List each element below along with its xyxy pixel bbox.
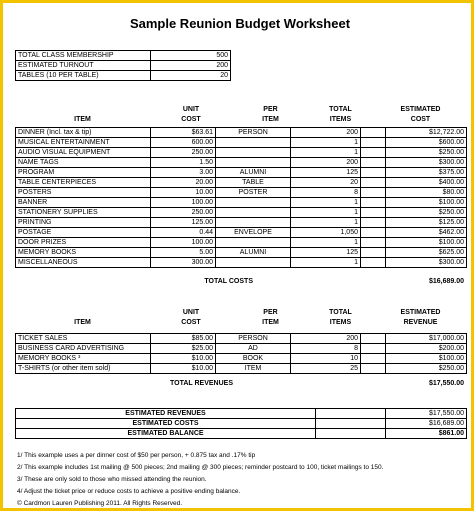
header-unit: UNIT — [182, 106, 200, 113]
cell-spacer — [361, 138, 386, 148]
cell-cost: $250.00 — [386, 208, 467, 218]
summary-spacer — [316, 429, 386, 439]
summary-spacer — [316, 409, 386, 419]
header-per: PER — [263, 106, 278, 113]
cell-per: BOOK — [216, 354, 291, 364]
cell-spacer — [361, 258, 386, 268]
cell-unit: 125.00 — [151, 218, 216, 228]
cell-per — [216, 208, 291, 218]
total-revenues-value: $17,550.00 — [428, 380, 464, 387]
expenses-table — [15, 127, 467, 268]
cell-spacer — [361, 148, 386, 158]
cell-spacer — [361, 218, 386, 228]
cell-items: 125 — [291, 248, 361, 258]
cell-item: TICKET SALES — [16, 334, 151, 344]
table-row — [16, 218, 467, 228]
cell-item: T-SHIRTS (or other item sold) — [16, 364, 151, 374]
table-row — [16, 61, 231, 71]
table-row — [16, 248, 467, 258]
table-row — [16, 188, 467, 198]
cell-spacer — [361, 344, 386, 354]
cell-spacer — [361, 158, 386, 168]
cell-cost: $600.00 — [386, 138, 467, 148]
cell-items: 20 — [291, 178, 361, 188]
table-row — [16, 364, 467, 374]
cell-per — [216, 148, 291, 158]
cell-per — [216, 258, 291, 268]
cell-cost: $12,722.00 — [386, 128, 467, 138]
cell-item: STATIONERY SUPPLIES — [16, 208, 151, 218]
cell-items: 1 — [291, 258, 361, 268]
cell-per: PERSON — [216, 334, 291, 344]
table-row — [16, 178, 467, 188]
cell-unit: 0.44 — [151, 228, 216, 238]
table-row — [16, 238, 467, 248]
rev-header-revenue: REVENUE — [403, 319, 438, 326]
table-row — [16, 228, 467, 238]
summary-value: $17,550.00 — [386, 409, 467, 419]
cell-item: MUSICAL ENTERTAINMENT — [16, 138, 151, 148]
cell-rev: $100.00 — [386, 354, 467, 364]
cell-rev: $250.00 — [386, 364, 467, 374]
rev-header-unit: UNIT — [182, 309, 200, 316]
cell-cost: $100.00 — [386, 198, 467, 208]
cell-item: POSTERS — [16, 188, 151, 198]
table-row — [16, 419, 467, 429]
table-row — [16, 409, 467, 419]
cell-items: 8 — [291, 344, 361, 354]
cell-item: PRINTING — [16, 218, 151, 228]
cell-items: 200 — [291, 334, 361, 344]
cell-unit: $10.00 — [151, 354, 216, 364]
rev-header-per: PER — [263, 309, 278, 316]
header-items: ITEMS — [329, 116, 352, 123]
tables-label: TABLES (10 PER TABLE) — [16, 71, 151, 81]
cell-item: MISCELLANEOUS — [16, 258, 151, 268]
table-row — [16, 258, 467, 268]
table-row — [16, 168, 467, 178]
cell-item: PROGRAM — [16, 168, 151, 178]
cell-cost: $400.00 — [386, 178, 467, 188]
rev-header-item: ITEM — [74, 319, 91, 326]
header-estimated: ESTIMATED — [400, 106, 441, 113]
cell-spacer — [361, 228, 386, 238]
cell-unit: $25.00 — [151, 344, 216, 354]
summary-table — [15, 408, 467, 439]
cell-cost: $462.00 — [386, 228, 467, 238]
cell-items: 1,050 — [291, 228, 361, 238]
cell-per — [216, 238, 291, 248]
turnout-value: 200 — [151, 61, 231, 71]
total-costs-label: TOTAL COSTS — [204, 278, 253, 285]
cell-spacer — [361, 354, 386, 364]
cell-rev: $200.00 — [386, 344, 467, 354]
cell-unit: $10.00 — [151, 364, 216, 374]
cell-items: 1 — [291, 138, 361, 148]
cell-spacer — [361, 248, 386, 258]
summary-label: ESTIMATED COSTS — [16, 419, 316, 429]
cell-spacer — [361, 178, 386, 188]
cell-cost: $300.00 — [386, 258, 467, 268]
table-row — [16, 71, 231, 81]
summary-value: $861.00 — [386, 429, 467, 439]
cell-unit: $63.61 — [151, 128, 216, 138]
cell-unit: 1.50 — [151, 158, 216, 168]
cell-items: 1 — [291, 208, 361, 218]
cell-per: AD — [216, 344, 291, 354]
cell-items: 25 — [291, 364, 361, 374]
cell-cost: $250.00 — [386, 148, 467, 158]
cell-items: 1 — [291, 238, 361, 248]
table-row — [16, 198, 467, 208]
summary-spacer — [316, 419, 386, 429]
summary-label: ESTIMATED BALANCE — [16, 429, 316, 439]
cell-per — [216, 198, 291, 208]
table-row — [16, 344, 467, 354]
cell-cost: $80.00 — [386, 188, 467, 198]
footnote: 3/ These are only sold to those who missed attending the reunion. — [17, 476, 207, 483]
cell-items: 200 — [291, 158, 361, 168]
table-row — [16, 354, 467, 364]
cell-per — [216, 158, 291, 168]
rev-header-cost: COST — [181, 319, 201, 326]
cell-item: POSTAGE — [16, 228, 151, 238]
header-item: ITEM — [74, 116, 91, 123]
header-est-cost: COST — [410, 116, 431, 123]
table-row — [16, 51, 231, 61]
cell-unit: 100.00 — [151, 238, 216, 248]
table-row — [16, 138, 467, 148]
cell-per — [216, 138, 291, 148]
cell-item: DINNER (Incl. tax & tip) — [16, 128, 151, 138]
cell-items: 8 — [291, 188, 361, 198]
cell-item: DOOR PRIZES — [16, 238, 151, 248]
cell-items: 10 — [291, 354, 361, 364]
cell-items: 125 — [291, 168, 361, 178]
cell-unit: 10.00 — [151, 188, 216, 198]
cell-per: ALUMNI — [216, 248, 291, 258]
footnote: 4/ Adjust the ticket price or reduce costs to achieve a positive ending balance. — [17, 488, 241, 495]
cell-per: POSTER — [216, 188, 291, 198]
footnotes — [17, 450, 467, 510]
total-costs-value: $16,689.00 — [428, 278, 464, 285]
total-revenues-label: TOTAL REVENUES — [169, 380, 233, 387]
cell-rev: $17,000.00 — [386, 334, 467, 344]
cell-spacer — [361, 198, 386, 208]
cell-unit: 250.00 — [151, 208, 216, 218]
cell-spacer — [361, 364, 386, 374]
cell-unit: 100.00 — [151, 198, 216, 208]
cell-cost: $125.00 — [386, 218, 467, 228]
cell-cost: $375.00 — [386, 168, 467, 178]
table-row — [16, 208, 467, 218]
cell-items: 200 — [291, 128, 361, 138]
cell-spacer — [361, 188, 386, 198]
cell-per: ITEM — [216, 364, 291, 374]
membership-value: 500 — [151, 51, 231, 61]
rev-header-estimated: ESTIMATED — [400, 309, 441, 316]
cell-item: AUDIO VISUAL EQUIPMENT — [16, 148, 151, 158]
cell-per: ALUMNI — [216, 168, 291, 178]
cell-item: TABLE CENTERPIECES — [16, 178, 151, 188]
cell-spacer — [361, 168, 386, 178]
cell-unit: 600.00 — [151, 138, 216, 148]
table-row — [16, 429, 467, 439]
cell-spacer — [361, 128, 386, 138]
cell-per — [216, 218, 291, 228]
cell-per: ENVELOPE — [216, 228, 291, 238]
page-title: Sample Reunion Budget Worksheet — [129, 16, 351, 31]
cell-unit: 300.00 — [151, 258, 216, 268]
cell-items: 1 — [291, 218, 361, 228]
cell-unit: 250.00 — [151, 148, 216, 158]
rev-header-items: ITEMS — [329, 319, 352, 326]
table-row — [16, 158, 467, 168]
footnote: © Cardmon Lauren Publishing 2011. All Rights Reserved. — [17, 500, 183, 507]
cell-item: BANNER — [16, 198, 151, 208]
revenues-table — [15, 333, 467, 374]
cell-cost: $300.00 — [386, 158, 467, 168]
cell-items: 1 — [291, 198, 361, 208]
table-row — [16, 128, 467, 138]
cell-items: 1 — [291, 148, 361, 158]
cell-per: PERSON — [216, 128, 291, 138]
cell-item: MEMORY BOOKS ³ — [16, 354, 151, 364]
rev-header-total: TOTAL — [329, 309, 352, 316]
cell-cost: $100.00 — [386, 238, 467, 248]
cell-spacer — [361, 334, 386, 344]
table-row — [16, 334, 467, 344]
footnote: 1/ This example uses a per dinner cost of $50 per person, + 0.875 tax and .17% tip — [17, 452, 256, 459]
cell-item: NAME TAGS — [16, 158, 151, 168]
summary-value: $16,689.00 — [386, 419, 467, 429]
header-per-item: ITEM — [262, 116, 279, 123]
turnout-label: ESTIMATED TURNOUT — [16, 61, 151, 71]
cell-unit: 20.00 — [151, 178, 216, 188]
cell-unit: 3.00 — [151, 168, 216, 178]
rev-header-per-item: ITEM — [262, 319, 279, 326]
footnote: 2/ This example includes 1st mailing @ 500 pieces; 2nd mailing @ 300 pieces; reminder postcard to 100, ticket mailings to 150. — [17, 464, 384, 471]
membership-label: TOTAL CLASS MEMBERSHIP — [16, 51, 151, 61]
cell-item: MEMORY BOOKS — [16, 248, 151, 258]
membership-table — [15, 50, 231, 81]
header-total: TOTAL — [329, 106, 352, 113]
tables-value: 20 — [151, 71, 231, 81]
table-row — [16, 148, 467, 158]
cell-per: TABLE — [216, 178, 291, 188]
cell-cost: $625.00 — [386, 248, 467, 258]
cell-spacer — [361, 208, 386, 218]
cell-unit: $85.00 — [151, 334, 216, 344]
summary-label: ESTIMATED REVENUES — [16, 409, 316, 419]
cell-item: BUSINESS CARD ADVERTISING — [16, 344, 151, 354]
cell-spacer — [361, 238, 386, 248]
cell-unit: 5.00 — [151, 248, 216, 258]
header-cost: COST — [181, 116, 201, 123]
